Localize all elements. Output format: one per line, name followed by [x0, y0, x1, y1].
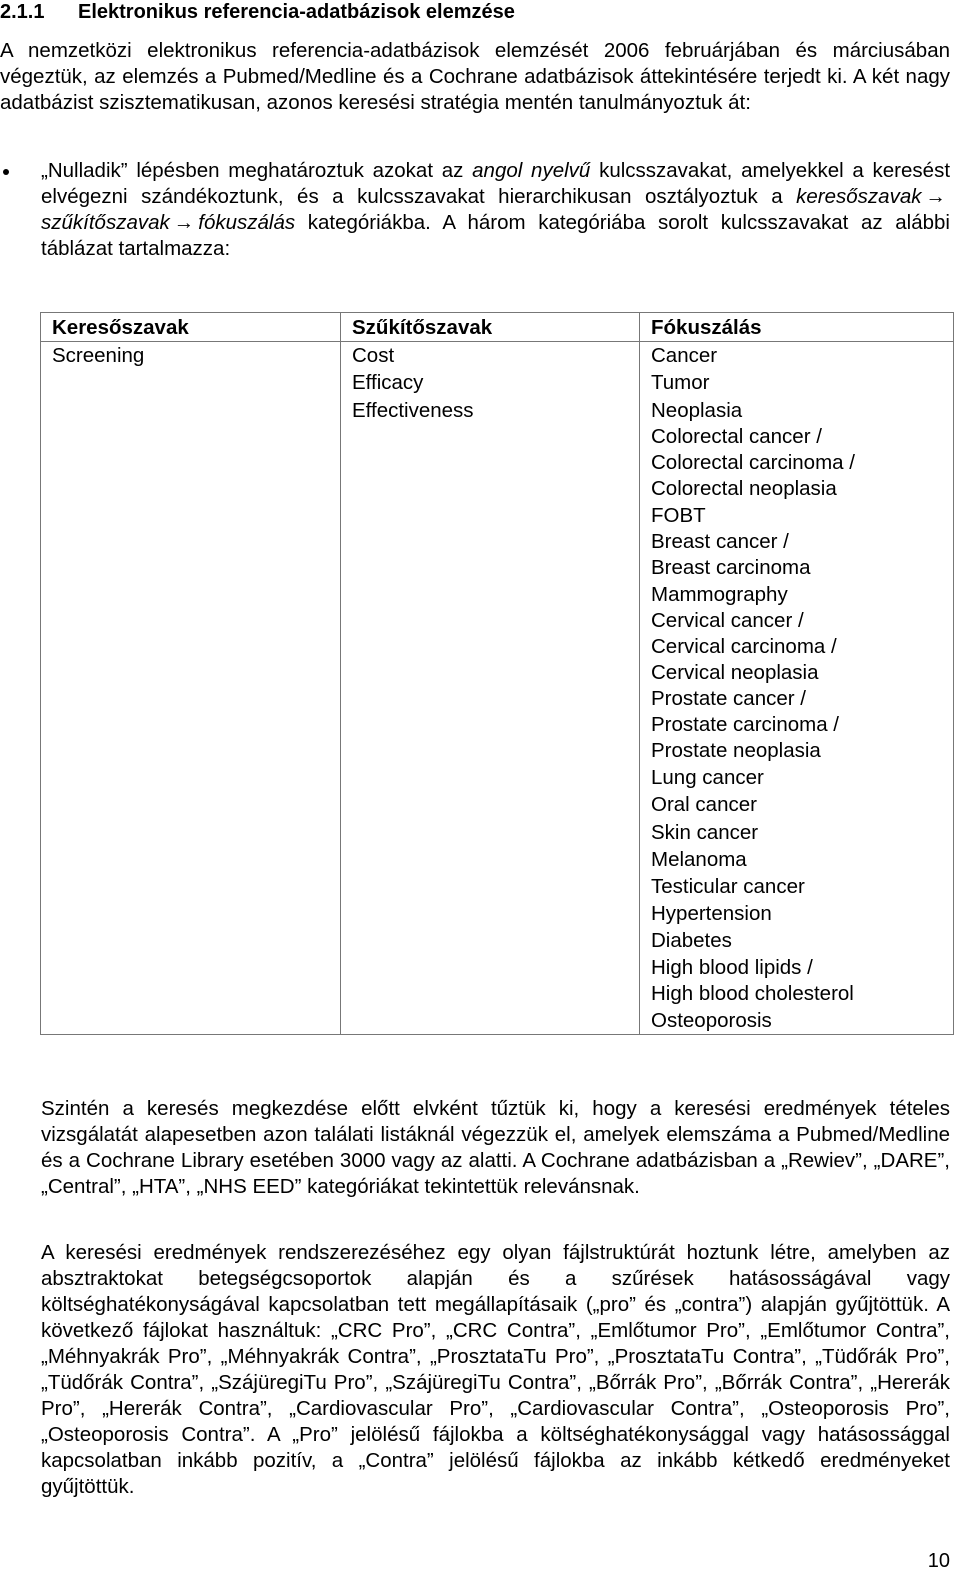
- keyword-item: Cost: [352, 344, 395, 368]
- intro-paragraph: A nemzetközi elektronikus referencia-adatbázisok elemzését 2006 februárjában és márciusában végeztük, az elemzés a Pubmed/Medline és a Cochrane adatbázisok áttekintésére terjedt ki. A két nagy adatbázist szisztematikusan, azonos keresési stratégia mentén tanulmányoztuk át:: [0, 39, 950, 114]
- bullet-part2: kulcsszavakat, amelyekkel a keresést elvégezni szándékoztunk, és a kulcsszavakat hierarchikusan osztályoztuk a: [41, 159, 951, 208]
- keyword-item: Skin cancer: [651, 820, 759, 844]
- paragraph-search-criteria: Szintén a keresés megkezdése előtt elvként tűztük ki, hogy a keresési eredmények tételes vizsgálatát alapesetben azon találati listáknál végezzük el, amelyek elemszáma a Pubmed/Medline és a Cochrane Library esetében 3000 vagy az alatti. A Cochrane adatbázisban a „Rewiev”, „DARE”, „Central”, „HTA”, „NHS EED” kategóriákat tekintettük relevánsnak.: [41, 1097, 950, 1198]
- bullet-italic-language: angol nyelvű: [472, 159, 591, 182]
- keyword-item: Tumor: [651, 371, 710, 395]
- keyword-item: Cervical carcinoma /: [651, 635, 837, 659]
- section-heading: [0, 0, 960, 24]
- keyword-item: Melanoma: [651, 847, 747, 871]
- table-header-cell: Szűkítőszavak: [341, 313, 640, 342]
- keyword-item: Breast carcinoma: [651, 556, 811, 580]
- category-fokuszalas: fókuszálás: [198, 211, 296, 234]
- keyword-item: Osteoporosis: [651, 1008, 772, 1032]
- keyword-item: Mammography: [651, 583, 788, 607]
- keyword-item: Cancer: [651, 344, 718, 368]
- bullet-text: [41, 158, 950, 262]
- keyword-item: Efficacy: [352, 371, 424, 395]
- category-szukitoszavak: szűkítőszavak: [41, 211, 170, 234]
- keyword-item: Lung cancer: [651, 766, 764, 790]
- keyword-item: Testicular cancer: [651, 875, 805, 899]
- arrow-right-icon: →: [925, 185, 946, 208]
- bullet-icon: [3, 169, 9, 175]
- paragraph-file-structure: A keresési eredmények rendszerezéséhez egy olyan fájlstruktúrát hoztunk létre, amelyben az absztraktokat betegségcsoportok alapján és a szűrések hatásosságával vagy költséghatékonyságával kapcsolatban tett megállapításaik („pro” és „contra”) alapján gyűjtöttük. A következő fájlokat használtuk: „CRC Pro”, „CRC Contra”, „Emlőtumor Pro”, „Emlőtumor Contra”, „Méhnyakrák Pro”, „Méhnyakrák Contra”, „ProsztataTu Pro”, „ProsztataTu Contra”, „Tüdőrák Pro”, „Tüdőrák Contra”, „SzájüregiTu Pro”, „SzájüregiTu Contra”, „Bőrrák Pro”, „Bőrrák Contra”, „Hererák Pro”, „Hererák Contra”, „Cardiovascular Pro”, „Cardiovascular Contra”, „Osteoporosis Pro”, „Osteoporosis Contra”. A „Pro” jelölésű fájlokba a költséghatékonysággal vagy hatásossággal kapcsolatban inkább pozitív, a „Contra” jelölésű fájlokba az inkább kétkedő eredményeket gyűjtöttük.: [41, 1241, 950, 1498]
- table-header-cell: Fókuszálás: [640, 313, 954, 342]
- section-title: Elektronikus referencia-adatbázisok elemzése: [78, 1, 515, 23]
- keyword-item: Oral cancer: [651, 793, 757, 817]
- keyword-item: Prostate carcinoma /: [651, 713, 839, 737]
- keyword-item: High blood cholesterol: [651, 981, 854, 1005]
- keyword-item: Cervical neoplasia: [651, 661, 819, 685]
- table-header-row: [41, 313, 954, 342]
- keyword-item: Colorectal carcinoma /: [651, 450, 855, 474]
- column-szukitoszavak: [341, 342, 640, 1035]
- bullet-list-item: [0, 158, 950, 262]
- table-row: [41, 342, 954, 1035]
- keyword-item: Effectiveness: [352, 398, 474, 422]
- column-keresoszavak: [41, 342, 341, 1035]
- category-keresoszavak: keresőszavak: [796, 185, 922, 208]
- keyword-item: High blood lipids /: [651, 955, 813, 979]
- keyword-item: Prostate neoplasia: [651, 739, 821, 763]
- keyword-item: Breast cancer /: [651, 530, 789, 554]
- section-number: 2.1.1: [0, 1, 45, 23]
- column-fokuszalas: [640, 342, 954, 1035]
- keyword-item: Diabetes: [651, 929, 732, 953]
- table-header-cell: Keresőszavak: [41, 313, 341, 342]
- keyword-item: Screening: [52, 344, 145, 368]
- bullet-part1: „Nulladik” lépésben meghatároztuk azokat az: [41, 159, 473, 182]
- bullet-part3: kategóriákba. A három kategóriába sorolt kulcsszavakat az alábbi táblázat tartalmazza:: [41, 211, 950, 260]
- keyword-item: Colorectal neoplasia: [651, 476, 837, 500]
- keyword-item: Prostate cancer /: [651, 687, 806, 711]
- keyword-item: FOBT: [651, 503, 706, 527]
- arrow-right-icon: →: [173, 211, 195, 234]
- keyword-item: Hypertension: [651, 902, 772, 926]
- keyword-table: [40, 312, 954, 1035]
- keyword-item: Cervical cancer /: [651, 609, 804, 633]
- page-number: 10: [927, 1550, 950, 1572]
- keyword-item: Neoplasia: [651, 398, 743, 422]
- keyword-item: Colorectal cancer /: [651, 424, 822, 448]
